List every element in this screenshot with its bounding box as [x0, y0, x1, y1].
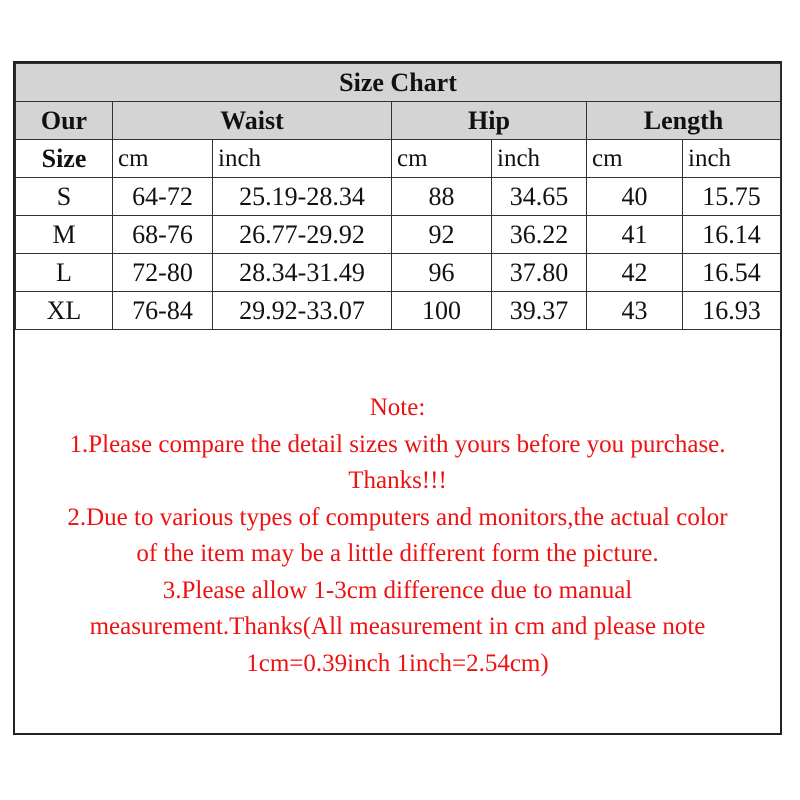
waist-header: Waist — [113, 102, 392, 140]
group-header-row — [16, 102, 781, 140]
table-row — [16, 216, 781, 254]
hip-header: Hip — [392, 102, 587, 140]
table-row — [16, 292, 781, 330]
waist-cm-cell: 64-72 — [113, 178, 213, 216]
hip-cm-cell: 88 — [392, 178, 492, 216]
hip-inch-cell: 36.22 — [492, 216, 587, 254]
size-chart-frame — [13, 61, 782, 735]
note-heading: Note: — [369, 394, 426, 421]
hip-inch-cell: 37.80 — [492, 254, 587, 292]
note-line: Thanks!!! — [348, 467, 447, 494]
length-cm-cell: 42 — [587, 254, 683, 292]
waist-cm-cell: 72-80 — [113, 254, 213, 292]
length-inch-cell: 15.75 — [683, 178, 781, 216]
hip-cm-cell: 92 — [392, 216, 492, 254]
unit-header: inch — [683, 140, 781, 178]
note-line: 1cm=0.39inch 1inch=2.54cm) — [246, 649, 549, 677]
size-label: XL — [16, 292, 113, 330]
hip-inch-cell: 39.37 — [492, 292, 587, 330]
waist-cm-cell: 76-84 — [113, 292, 213, 330]
length-cm-cell: 43 — [587, 292, 683, 330]
length-header: Length — [587, 102, 781, 140]
note-line: of the item may be a little different form the picture. — [136, 540, 659, 567]
title-row — [16, 64, 781, 102]
unit-header: cm — [392, 140, 492, 178]
table-title: Size Chart — [16, 64, 781, 102]
length-inch-cell: 16.14 — [683, 216, 781, 254]
hip-cm-cell: 100 — [392, 292, 492, 330]
length-cm-cell: 41 — [587, 216, 683, 254]
size-label: L — [16, 254, 113, 292]
hip-inch-cell: 34.65 — [492, 178, 587, 216]
note-line: measurement.Thanks(All measurement in cm and please note — [89, 613, 706, 640]
waist-cm-cell: 68-76 — [113, 216, 213, 254]
length-cm-cell: 40 — [587, 178, 683, 216]
waist-inch-cell: 25.19-28.34 — [213, 178, 392, 216]
note-line: 2.Due to various types of computers and monitors,the actual color — [67, 503, 728, 531]
length-inch-cell: 16.93 — [683, 292, 781, 330]
waist-inch-cell: 28.34-31.49 — [213, 254, 392, 292]
unit-header: cm — [113, 140, 213, 178]
size-label: S — [16, 178, 113, 216]
note-line: 3.Please allow 1-3cm difference due to manual — [162, 576, 633, 604]
unit-header: inch — [213, 140, 392, 178]
size-header-size: Size — [16, 140, 113, 178]
size-header-our: Our — [16, 102, 113, 140]
notes-block — [15, 390, 780, 682]
waist-inch-cell: 29.92-33.07 — [213, 292, 392, 330]
waist-inch-cell: 26.77-29.92 — [213, 216, 392, 254]
hip-cm-cell: 96 — [392, 254, 492, 292]
note-line: 1.Please compare the detail sizes with yours before you purchase. — [69, 430, 726, 458]
unit-header: cm — [587, 140, 683, 178]
unit-header: inch — [492, 140, 587, 178]
size-chart-table — [15, 63, 781, 330]
unit-header-row — [16, 140, 781, 178]
table-row — [16, 254, 781, 292]
size-label: M — [16, 216, 113, 254]
table-row — [16, 178, 781, 216]
length-inch-cell: 16.54 — [683, 254, 781, 292]
